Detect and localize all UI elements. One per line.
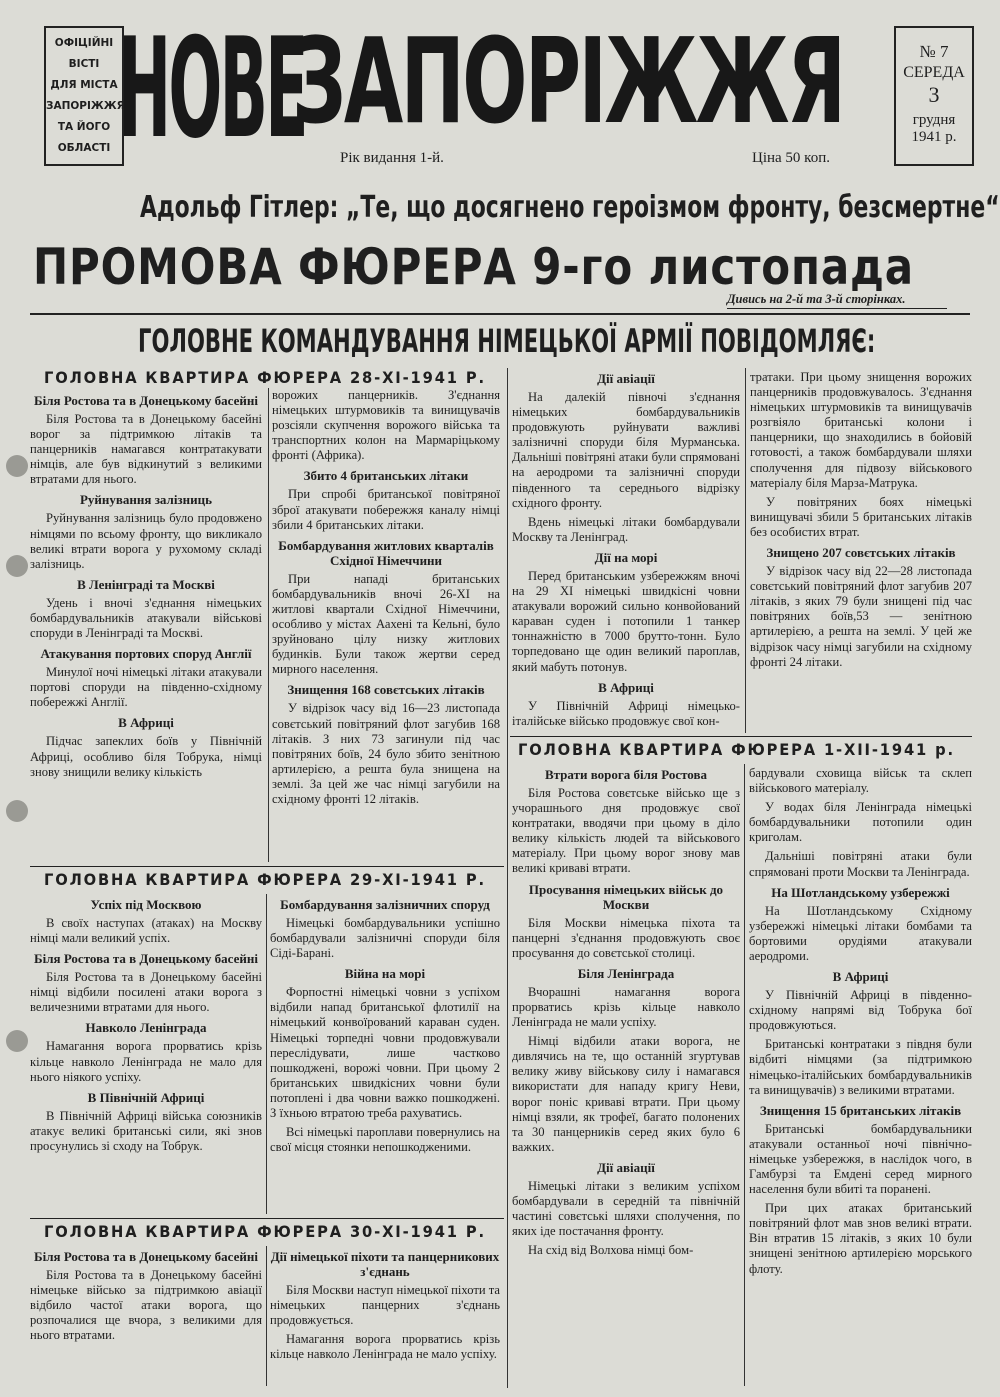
paragraph: При нападі британських бомбардувальників вночі 26-ХІ на житлові квартали Східної Німеччини, особливо у містах Аахені та Кельні, було зруйновано цілу низку житлових будинків. Були також жертви серед мирного населення. <box>272 571 500 677</box>
issue-number: № 7 <box>919 42 949 61</box>
masthead-title-word1: НОВЕ <box>118 8 306 169</box>
masthead-price: Ціна 50 коп. <box>752 150 830 166</box>
masthead-date-box <box>894 26 974 166</box>
paragraph: Вчорашні намагання ворога прорватись крізь кільце навколо Ленінграда не мали успіху. <box>512 984 740 1030</box>
paragraph: Німецькі літаки з великим успіхом бомбардували в середній та північній частині совєтські шляхи сполучення, по яких іде постачання фронту. <box>512 1178 740 1239</box>
hq-30-col-2 <box>270 1244 500 1366</box>
subhead: Війна на морі <box>344 966 426 982</box>
paragraph: Біля Ростова та в Донецькому басейні німці відбили посилені атаки ворога з величезними втратами для нього. <box>30 970 262 1015</box>
hq-1-title: ГОЛОВНА КВАРТИРА ФЮРЕРА 1-ХІІ-1941 р. <box>518 740 955 759</box>
masthead-year-line: Рік видання 1-й. <box>340 150 444 166</box>
masthead-box-line: ВІСТІ <box>68 58 100 70</box>
section-rule <box>510 736 972 737</box>
paragraph: бардували сховища військ та склеп військового матеріалу. <box>749 766 972 796</box>
paragraph: Біля Ростова та в Донецькому басейні німецьке військо за підтримкою авіації відбило частої атаки ворога, що розпочалися ще вчора, з великими для нього втратами. <box>30 1268 262 1343</box>
punch-hole <box>6 455 28 477</box>
paragraph: У Північній Африці німецько-італійське військо продовжує свої кон- <box>512 698 740 728</box>
subhead: Втрати ворога біля Ростова <box>544 767 708 782</box>
paragraph: У відрізок часу від 22—28 листопада совєтський повітряний флот загубив 207 літаків, з яких 79 були знищені під час повітряних боїв,53 — зенітною артилерією, а решта на землі. У цей же відрізок часу німці загубили на східному фронті 24 літаки. <box>750 564 972 669</box>
quote-headline: Адольф Гітлер: „Те, що досягнено героізмом фронту, безсмертне“ <box>140 190 1000 225</box>
paragraph: Намагання ворога прорватись крізь кільце навколо Ленінграда не мало успіху. <box>270 1332 500 1362</box>
punch-hole <box>6 555 28 577</box>
hq-29-col-1 <box>30 892 262 1158</box>
paragraph: Біля Москви німецька піхота та панцерні з'єднання продовжують своє просування до совєтської столиці. <box>512 915 740 960</box>
hq-29-col-2 <box>270 892 500 1159</box>
subhead: Біля Ростова та в Донецькому басейні <box>34 393 258 408</box>
subhead: Дії німецької піхоти та панцерникових з'єднань <box>270 1249 500 1279</box>
masthead-title-word2: ЗАПОРІЖЖЯ <box>292 12 844 150</box>
section-rule <box>30 1218 504 1219</box>
column-rule <box>268 388 269 862</box>
paragraph: При цих атаках британський повітряний флот мав знов великі втрати. Він втратив 15 літаків, з яких 10 були знищені зенітною артилерією морського флоту. <box>749 1201 972 1276</box>
paragraph: Вдень німецькі літаки бомбардували Москву та Ленінград. <box>512 514 740 544</box>
hq-28-col-2 <box>272 388 500 811</box>
paragraph: На схід від Волхова німці бом- <box>528 1243 694 1258</box>
column-rule <box>266 894 267 1214</box>
hq-29-title: ГОЛОВНА КВАРТИРА ФЮРЕРА 29-ХІ-1941 Р. <box>44 870 486 889</box>
punch-hole <box>6 800 28 822</box>
masthead-box-line: ОФІЦІЙНІ <box>54 37 114 49</box>
subhead: Дії на морі <box>594 549 658 565</box>
subhead: Бомбардування залізничних споруд <box>280 897 490 912</box>
subhead: Знищення 15 британських літаків <box>759 1102 962 1118</box>
paragraph: Біля Ростова совєтське військо ще з учорашнього дня продовжує свої контратаки, вводячи при цьому в діло велику кількість людей та військового матеріалу. При цьому ворог знову мав великі криваві втрати. <box>512 786 740 876</box>
subhead: В Африці <box>598 679 654 695</box>
year: 1941 р. <box>911 129 957 145</box>
headline-rule <box>30 313 970 315</box>
subhead: Руйнування залізниць <box>79 492 213 508</box>
subhead: В Північній Африці <box>87 1089 205 1105</box>
paragraph: Руйнування залізниць було продовжено німцями по всьому фронту, що викликало великі втрати ворога у рухомому складі залізниць. <box>30 511 262 571</box>
paragraph: ворожих панцерників. З'єднання німецьких штурмовиків та винищувачів розсіяли скупчення ворожого війська та транспортних колон на Мармаріцькому фронті (Африка). <box>272 388 500 463</box>
paragraph: Форпостні німецькі човни з успіхом відбили напад британської флотилії на німецький конвоїрований караван суден. Німецькі торпедні човни продовжували переслідувати, лише частково пошкоджені, ворожі човни. При цьому 2 британських швидкісних човни були потоплені і два човни важко пошкоджені. З їхньою втратою треба рахуватись. <box>270 985 500 1121</box>
subhead: Знищено 207 совєтських літаків <box>766 545 956 561</box>
paragraph: При спробі британської повітряної зброї атакувати побережжя каналу німці збили 4 британських літаки. <box>272 487 500 532</box>
paragraph: У повітряних боях німецькі винищувачі збили 5 британських літаків без особистих втрат. <box>750 494 972 539</box>
paragraph: Намагання ворога прорватись крізь кільце навколо Ленінграда не мало для нього ніякого успіху. <box>30 1039 262 1084</box>
subhead: Навколо Ленінграда <box>85 1020 207 1036</box>
subhead: Дії авіації <box>597 371 655 386</box>
paragraph: Біля Ростова та в Донецькому басейні ворог за підтримкою літаків та панцерників намагався контратакувати німців, але був відкинутий з великими втратами для нього. <box>30 412 262 487</box>
section-rule <box>30 866 504 867</box>
subhead: Збито 4 британських літаки <box>303 468 469 484</box>
hq-28-col-1 <box>30 388 262 784</box>
subhead: В Африці <box>118 715 174 731</box>
paragraph: Минулої ночі німецькі літаки атакували портові споруди на південно-східному побережжі Англії. <box>30 665 262 710</box>
hq-30-title: ГОЛОВНА КВАРТИРА ФЮРЕРА 30-ХІ-1941 Р. <box>44 1222 486 1241</box>
subhead: В Ленінграді та Москві <box>77 576 215 592</box>
subhead: Успіх під Москвою <box>90 897 202 912</box>
paragraph: Підчас запеклих боїв у Північній Африці, особливо біля Тобрука, німці знову знищили велику кількість <box>30 734 262 779</box>
paragraph: Всі німецькі пароплави повернулись на свої місця стоянки непошкодженими. <box>270 1125 500 1155</box>
hq-28-col-3 <box>512 366 740 733</box>
paragraph: На Шотландському Східному узбережжі німецькі літаки бомбами та бортовими орудіями атакували аеродроми. <box>749 903 972 963</box>
see-pages-underline <box>727 308 947 309</box>
paragraph: Британські контратаки з півдня були відбиті німцями (за підтримкою німецько-італійських бомбардувальників та винищувачів) з великими втратами. <box>749 1037 972 1097</box>
hq-30-col-1 <box>30 1244 262 1347</box>
command-headline: ГОЛОВНЕ КОМАНДУВАННЯ НІМЕЦЬКОЇ АРМІЇ ПОВІДОМЛЯЄ: <box>138 322 876 360</box>
masthead-box-line: ОБЛАСТІ <box>57 142 111 154</box>
paragraph: Британські бомбардувальники атакували останньої ночі північно-німецьке узбережжя, в наслідок чого, в Гамбурзі та Емдені серед мирного населення були вбиті та поранені. <box>749 1121 972 1197</box>
subhead: Біля Ростова та в Донецькому басейні <box>34 951 258 967</box>
subhead: В Африці <box>832 969 889 985</box>
subhead: Біля Ленінграда <box>577 965 675 981</box>
column-rule <box>744 764 745 1386</box>
paragraph: В своїх наступах (атаках) на Москву німці мали великий успіх. <box>30 916 262 946</box>
paragraph: тратаки. При цьому знищення ворожих панцерників продовжувалось. З'єднання німецьких штурмовиків та винищувачів розгвіяло британські колони і панцерники, що знаходились в бойовій готовості, а також бомбардували шляхи сполучення для підвозу військового матеріалу біля Марза-Матрука. <box>750 370 972 490</box>
masthead-box-line: ТА ЙОГО <box>57 121 111 133</box>
paragraph: Удень і вночі з'єднання німецьких бомбардувальників атакували військові споруди в Ленінграді та Москві. <box>30 595 262 641</box>
hq-1-col-4 <box>749 766 972 1281</box>
subhead: Атакування портових споруд Англії <box>40 646 252 662</box>
hq-28-col-4 <box>750 370 972 674</box>
paragraph: В Північній Африці війська союзників атакує великі британські сили, які знов просунулись зі сходу на Тобрук. <box>30 1108 262 1153</box>
subhead: Бомбардування житлових кварталів Східної Німеччини <box>278 537 494 568</box>
subhead: Біля Ростова та в Донецькому басейні <box>34 1249 258 1264</box>
column-rule <box>266 1246 267 1386</box>
subhead: Дії авіації <box>597 1159 655 1175</box>
paragraph: Дальніші повітряні атаки були спрямовані проти Москви та Ленінграда. <box>749 849 972 879</box>
weekday: СЕРЕДА <box>903 64 965 81</box>
subhead: Знищення 168 совєтських літаків <box>287 682 485 698</box>
paragraph: У водах біля Ленінграда німецькі бомбардувальники потопили один криголам. <box>749 800 972 845</box>
main-headline: ПРОМОВА ФЮРЕРА 9-го листопада <box>33 238 914 296</box>
hq-1-col-3 <box>512 762 740 1262</box>
paragraph: У Північній Африці в південно-східному напрямі від Тобрука бої продовжуються. <box>749 988 972 1033</box>
subhead: Просування німецьких військ до Москви <box>528 881 724 912</box>
paragraph: Біля Москви наступ німецької піхоти та німецьких панцерних з'єднань продовжується. <box>270 1283 500 1328</box>
masthead-box-line: ЗАПОРІЖЖЯ <box>46 100 125 112</box>
paragraph: Німці відбили атаки ворога, не дивлячись на те, що останній згуртував велику живу військову силу і намагався використати для нападу кригу Неви, ворог поніс криваві втрати. При цьому німці взяли, як трофеї, багато полонених та 30 панцерників серед яких було 6 важких. <box>512 1034 740 1154</box>
hq-28-title: ГОЛОВНА КВАРТИРА ФЮРЕРА 28-ХІ-1941 Р. <box>44 368 486 387</box>
paragraph: Перед британським узбережжям вночі на 29 ХІ німецькі швидкісні човни атакували ворожий сильно конвойований караван суден і потопили 1 танкер тоннажністю в 7000 брутто-тонн. Було торпедовано ще один великий пароплав, який мабуть потонув. <box>512 568 740 674</box>
see-pages-note: Дивись на 2-й та 3-й сторінках. <box>727 292 906 306</box>
punch-hole <box>6 1030 28 1052</box>
masthead-left-box <box>44 26 124 166</box>
paragraph: На далекій півночі з'єднання німецьких бомбардувальників продовжують руйнувати важливі залізничні споруди біля Мурманська. Дальніші повітряні атаки були спрямовані на аеродроми та залізничні споруди південного та середнього відрізку східного фронту. <box>512 390 740 510</box>
paragraph: У відрізок часу від 16—23 листопада совєтський повітряний флот загубив 168 літаків. З них 73 загинули під час повітряних боїв, 24 було збито зенітною артилерією, а решта була знищена на землі. За цей же час німці загубили на східному фронті 12 літаків. <box>272 701 500 806</box>
column-rule <box>507 368 508 1388</box>
column-rule <box>745 368 746 733</box>
day-number: 3 <box>928 82 940 107</box>
masthead-box-line: ДЛЯ МІСТА <box>50 79 118 91</box>
subhead: На Шотландському узбережжі <box>771 884 950 900</box>
month: грудня <box>912 112 956 128</box>
paragraph: Німецькі бомбардувальники успішно бомбардували залізничні споруди біля Сіді-Барані. <box>270 916 500 961</box>
